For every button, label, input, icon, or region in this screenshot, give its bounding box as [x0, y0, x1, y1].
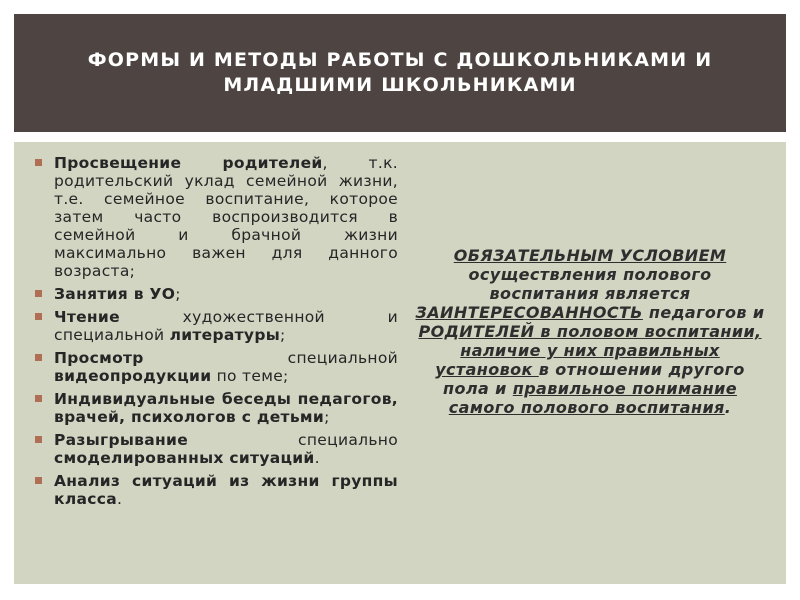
bullet-text: ; [324, 408, 330, 426]
bullet-text: . [116, 490, 123, 508]
bullet-text-end: . [314, 449, 320, 467]
note-text: педагогов и [642, 303, 765, 322]
bullet-text: ; [175, 285, 181, 303]
square-bullet-icon [35, 290, 42, 297]
bullet-text-end: ; [280, 326, 286, 344]
bullet-bold-text: Индивидуальные беседы педагогов, врачей, психологов с детьми [54, 390, 398, 426]
square-bullet-icon [35, 354, 42, 361]
bullet-bold-text: Занятия в УО [54, 285, 176, 303]
bullet-text: специальной [143, 349, 398, 367]
bullet-bold-text-2: смоделированных ситуаций [54, 449, 315, 467]
note-emphasis: ЗАИНТЕРЕСОВАННОСТЬ [415, 303, 643, 322]
note-emphasis: РОДИТЕЛЕЙ в половом воспитании, наличие у них правильных установок [418, 322, 762, 379]
bullet-bold-text-2: литературы [169, 326, 281, 344]
note-text-end: . [724, 398, 732, 417]
bullet-text: , т.к. родительский уклад семейной жизни, т.е. семейное воспитание, которое затем часто воспроизводится в семейной и брачной жизни максимально важен для данного возраста; [54, 154, 398, 280]
slide-title: ФОРМЫ И МЕТОДЫ РАБОТЫ С ДОШКОЛЬНИКАМИ И МЛАДШИМИ ШКОЛЬНИКАМИ [87, 49, 713, 96]
bullet-item-video [34, 349, 398, 385]
bullet-item-classes [34, 285, 398, 303]
bullet-bold-text: Чтение [54, 308, 120, 326]
bullet-item-parents-education [34, 154, 398, 280]
square-bullet-icon [35, 395, 42, 402]
square-bullet-icon [35, 159, 42, 166]
bullet-bold-text: Просвещение родителей [54, 154, 323, 172]
condition-note-text [414, 246, 766, 417]
note-text: в отношении другого пола и [443, 360, 745, 398]
note-text: осуществления полового воспитания является [468, 265, 712, 303]
bullet-item-analysis [34, 472, 398, 508]
bullet-item-roleplay [34, 431, 398, 467]
bullet-list [34, 154, 398, 508]
bullet-bold-text-2: видеопродукции [54, 367, 212, 385]
bullet-text-end: по теме; [211, 367, 289, 385]
bullet-item-conversations [34, 390, 398, 426]
bullet-bold-text: Просмотр [54, 349, 144, 367]
bullet-bold-text: Разыгрывание [54, 431, 189, 449]
square-bullet-icon [35, 313, 42, 320]
bullet-item-reading [34, 308, 398, 344]
bullet-column [34, 154, 398, 513]
bullet-text: специально [188, 431, 398, 449]
square-bullet-icon [35, 477, 42, 484]
condition-note [414, 246, 766, 417]
content-panel [14, 142, 786, 584]
title-banner [14, 14, 786, 132]
square-bullet-icon [35, 436, 42, 443]
note-heading: ОБЯЗАТЕЛЬНЫМ УСЛОВИЕМ [453, 246, 727, 265]
bullet-text: художественной и специальной [54, 308, 398, 344]
bullet-bold-text: Анализ ситуаций из жизни группы класса [54, 472, 398, 508]
note-emphasis: правильное понимание самого полового воспитания [448, 379, 737, 417]
